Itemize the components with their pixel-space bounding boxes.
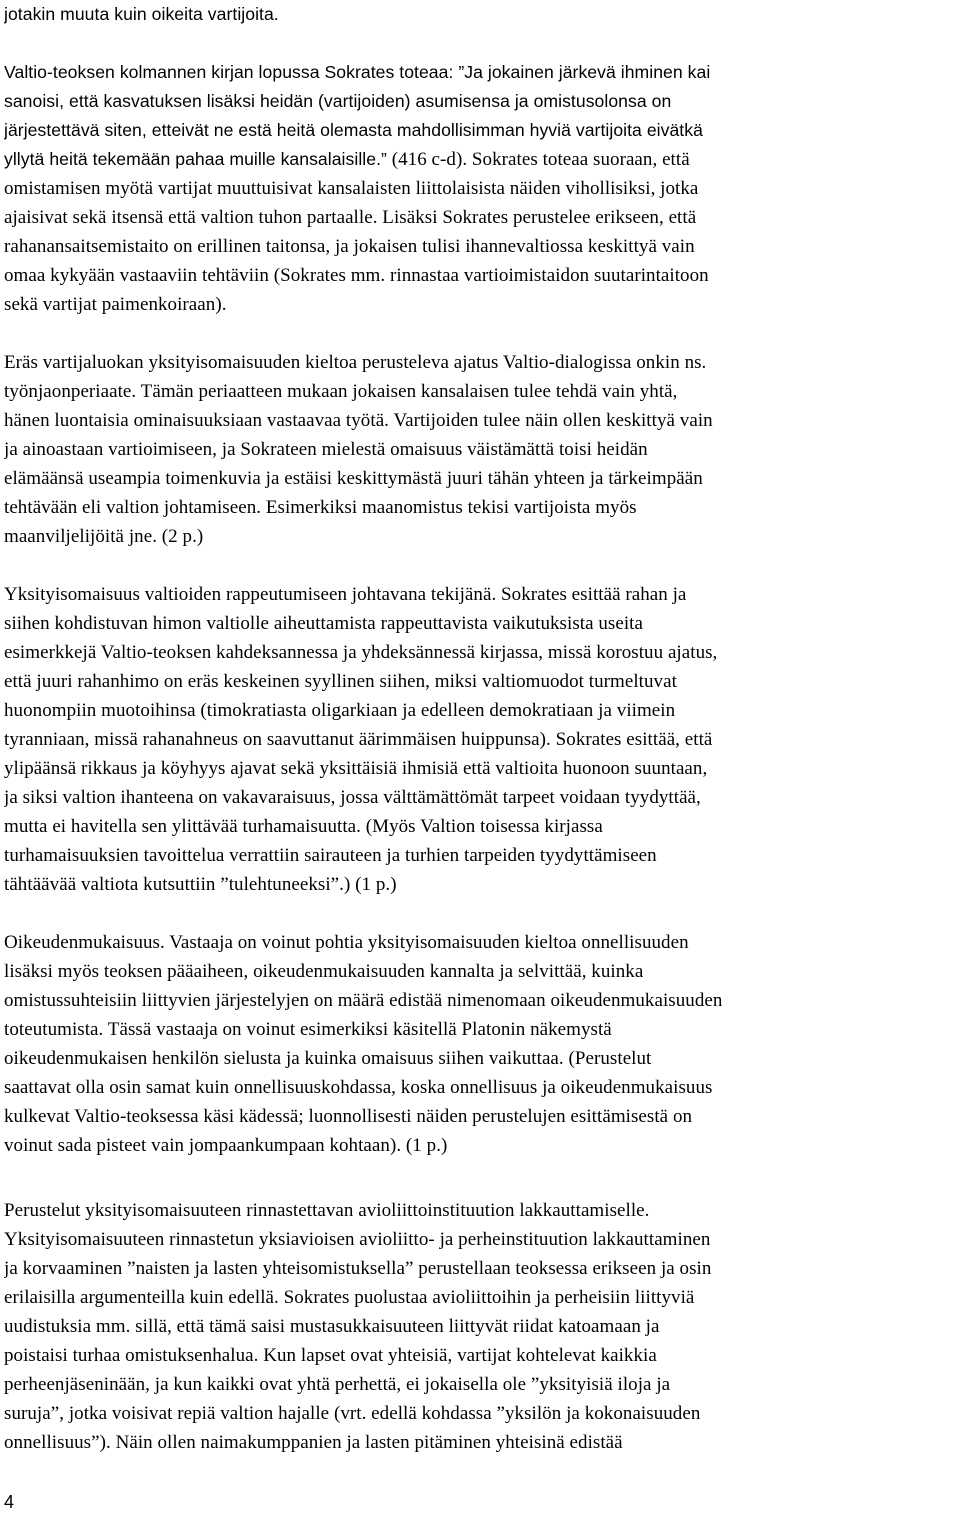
text-line xyxy=(4,1283,956,1312)
text-line: sanoisi, että kasvatuksen lisäksi heidän (vartijoiden) asumisensa ja omistusolonsa on xyxy=(4,91,672,111)
text-line: ja ainoastaan vartioimiseen, ja Sokrateen mielestä omaisuus väistämättä toisi heidän xyxy=(4,439,648,460)
text-segment: Vastaaja on voinut pohtia yksityisomaisuuden kieltoa onnellisuuden xyxy=(164,932,689,953)
text-segment: oikeudenmukaisen henkilön sielusta ja kuinka omaisuus siihen vaikuttaa. xyxy=(4,1048,564,1069)
text-line: ja korvaaminen ”naisten ja lasten yhteisomistuksella” perustellaan teoksessa erikseen ja osin xyxy=(4,1258,712,1279)
text-line: Valtio-teoksen kolmannen kirjan lopussa Sokrates toteaa: ”Ja jokainen järkevä ihminen kai xyxy=(4,62,711,82)
carryover-line xyxy=(4,0,956,29)
text-line xyxy=(4,725,956,754)
paragraph-state-decline xyxy=(4,580,956,899)
text-line: kulkevat Valtio-teoksessa käsi kädessä; luonnollisesti näiden perustelujen esittämisestä on xyxy=(4,1106,693,1127)
page-number: 4 xyxy=(4,1492,15,1512)
paragraph-division-of-labour xyxy=(4,348,956,551)
text-line: Perustelut yksityisomaisuuteen rinnastettavan avioliittoinstituution lakkauttamiselle. xyxy=(4,1200,650,1221)
text-line: jotakin muuta kuin oikeita vartijoita. xyxy=(4,4,279,24)
text-segment: Tämän periaatteen mukaan jokaisen kansalaisen tulee tehdä vain yhtä, xyxy=(136,381,678,402)
text-line xyxy=(4,493,956,522)
text-line: suruja”, jotka voisivat repiä valtion hajalle (vrt. edellä kohdassa ”yksilön ja kokonaisuuden xyxy=(4,1403,701,1424)
text-line: uudistuksia mm. sillä, että tämä saisi mustasukkaisuuteen liittyvät riidat katoamaan ja xyxy=(4,1316,660,1337)
text-line: huonompiin muotoihinsa (timokratiasta oligarkiaan ja edelleen demokratiaan ja viimein xyxy=(4,700,676,721)
text-segment: Sokrates puolustaa avioliittoihin ja perheisiin liittyviä xyxy=(278,1287,695,1308)
text-segment: hänen luontaisia ominaisuuksiaan vastaavaa työtä. xyxy=(4,410,389,431)
paragraph-marriage-institution xyxy=(4,1196,956,1457)
text-segment: toteutumista. xyxy=(4,1019,104,1040)
text-line: omistamisen myötä vartijat muuttuisivat kansalaisten liittolaisista näiden vihollisiksi, jotka xyxy=(4,178,699,199)
text-segment: Vartijoiden tulee näin ollen keskittyä vain xyxy=(388,410,713,431)
text-line: ylipäänsä rikkaus ja köyhyys ajavat sekä yksittäisiä ihmisiä että valtioita huonoon suuntaan, xyxy=(4,758,708,779)
text-segment: tyranniaan, missä rahanahneus on saavuttanut äärimmäisen huippunsa). xyxy=(4,729,551,750)
text-line xyxy=(4,580,956,609)
text-segment: (Perustelut xyxy=(563,1048,652,1069)
text-line xyxy=(4,406,956,435)
text-line: sekä vartijat paimenkoiraan). xyxy=(4,294,227,315)
text-line: onnellisuus”). Näin ollen naimakumppanien ja lasten pitäminen yhteisinä edistää xyxy=(4,1432,623,1453)
text-line: voinut sada pisteet vain jompaankumpaan kohtaan). (1 p.) xyxy=(4,1135,448,1156)
text-segment: Sokrates esittää rahan ja xyxy=(496,584,687,605)
text-segment: mutta ei havitella sen ylittävää turhamaisuutta. xyxy=(4,816,361,837)
text-line: järjestettävä siten, etteivät ne estä heitä olemasta mahdollisimman hyviä vartijoita eivätkä xyxy=(4,120,703,140)
text-line: maanviljelijöitä jne. (2 p.) xyxy=(4,526,204,547)
text-segment: omaa kykyään vastaaviin tehtäviin (Sokrates mm. xyxy=(4,265,386,286)
text-line xyxy=(4,377,956,406)
text-segment: Kun lapset ovat yhteisiä, vartijat kohtelevat kaikkia xyxy=(258,1345,657,1366)
text-line: elämäänsä useampia toimenkuvia ja estäisi keskittymästä juuri tähän yhteen ja tärkeimpään xyxy=(4,468,703,489)
text-segment: Oikeudenmukaisuus. xyxy=(4,932,165,953)
text-line: tähtäävää valtiota kutsuttiin ”tulehtuneeksi”.) (1 p.) xyxy=(4,874,397,895)
text-line xyxy=(4,261,956,290)
text-line xyxy=(4,203,956,232)
text-segment: Esimerkiksi maanomistus tekisi vartijoista myös xyxy=(261,497,637,518)
text-segment: tehtävään eli valtion johtamiseen. xyxy=(4,497,262,518)
text-line xyxy=(4,1341,956,1370)
text-line xyxy=(4,812,956,841)
text-line xyxy=(4,1044,956,1073)
text-segment: (416 c-d). Sokrates toteaa suoraan, että xyxy=(386,149,690,170)
text-line: ja siksi valtion ihanteena on vakavaraisuus, jossa välttämättömät tarpeet voidaan tyydyttää, xyxy=(4,787,701,808)
text-segment: ajaisivat sekä itsensä että valtion tuhon partaalle. xyxy=(4,207,378,228)
text-line: Eräs vartijaluokan yksityisomaisuuden kieltoa perusteleva ajatus Valtio-dialogissa onkin ns. xyxy=(4,352,707,373)
text-line: esimerkkejä Valtio-teoksen kahdeksannessa ja yhdeksännessä kirjassa, missä korostuu ajatus, xyxy=(4,642,718,663)
text-segment: työnjaonperiaate. xyxy=(4,381,137,402)
text-line: saattavat olla osin samat kuin onnellisuuskohdassa, koska onnellisuus ja oikeudenmukaisuus xyxy=(4,1077,713,1098)
text-segment: yllytä heitä tekemään pahaa muille kansalaisille.” xyxy=(4,149,387,169)
text-segment: rinnastaa vartioimistaidon suutarintaitoon xyxy=(385,265,709,286)
text-segment: Yksityisomaisuus valtioiden rappeutumiseen johtavana tekijänä. xyxy=(4,584,497,605)
text-segment: Tässä vastaaja on voinut esimerkiksi käsitellä Platonin näkemystä xyxy=(103,1019,612,1040)
text-segment: Sokrates esittää, että xyxy=(550,729,713,750)
text-line: että juuri rahanhimo on eräs keskeinen syyllinen siihen, miksi valtiomuodot turmeltuvat xyxy=(4,671,677,692)
paragraph-guardians-property xyxy=(4,58,956,319)
text-line: Yksityisomaisuuteen rinnastetun yksiavioisen avioliitto- ja perheinstituution lakkauttaminen xyxy=(4,1229,711,1250)
text-segment: Lisäksi Sokrates perustelee erikseen, että xyxy=(377,207,697,228)
text-line: lisäksi myös teoksen pääaiheen, oikeudenmukaisuuden kannalta ja selvittää, kuinka xyxy=(4,961,644,982)
text-line: perheenjäseninään, ja kun kaikki ovat yhtä perhettä, ei jokaisella ole ”yksityisiä iloja ja xyxy=(4,1374,671,1395)
text-segment: (Myös Valtion toisessa kirjassa xyxy=(360,816,603,837)
text-line xyxy=(4,1015,956,1044)
text-line xyxy=(4,145,956,174)
text-line: siihen kohdistuvan himon valtiolle aiheuttamista rappeuttavista vaikutuksista useita xyxy=(4,613,643,634)
text-line: turhamaisuuksien tavoittelua verrattiin sairauteen ja turhien tarpeiden tyydyttämiseen xyxy=(4,845,657,866)
text-line: omistussuhteisiin liittyvien järjestelyjen on määrä edistää nimenomaan oikeudenmukaisuuden xyxy=(4,990,723,1011)
text-line xyxy=(4,928,956,957)
text-segment: poistaisi turhaa omistuksenhalua. xyxy=(4,1345,259,1366)
text-segment: erilaisilla argumenteilla kuin edellä. xyxy=(4,1287,279,1308)
text-line: rahanansaitsemistaito on erillinen taitonsa, ja jokaisen tulisi ihannevaltiossa keskittyä vain xyxy=(4,236,695,257)
paragraph-justice xyxy=(4,928,956,1160)
